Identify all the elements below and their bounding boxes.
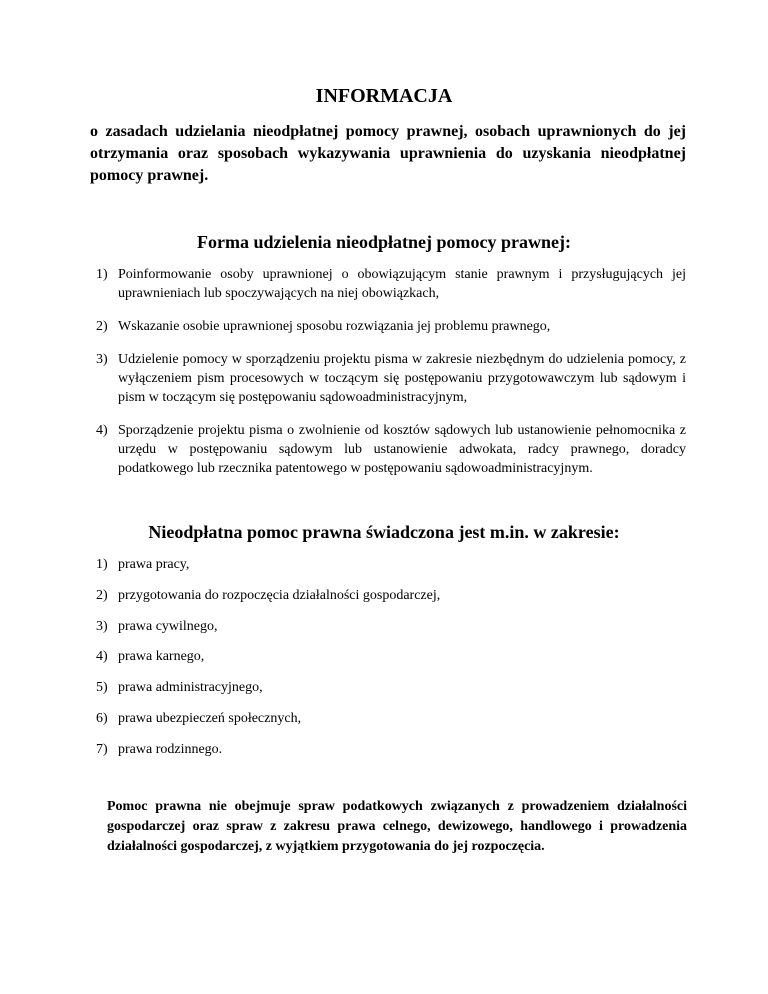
list-text: Poinformowanie osoby uprawnionej o obowiązującym stanie prawnym i przysługujących jej uprawnieniach lub spoczywających na niej obowiązkach, bbox=[118, 267, 686, 301]
list-number: 4) bbox=[96, 423, 108, 438]
list-item bbox=[96, 317, 686, 336]
list-number: 4) bbox=[96, 649, 108, 665]
document-intro: o zasadach udzielania nieodpłatnej pomocy prawnej, osobach uprawnionych do jej otrzymania oraz sposobach wykazywania uprawnienia do uzyskania nieodpłatnej pomocy prawnej. bbox=[90, 123, 686, 184]
list-number: 6) bbox=[96, 710, 108, 726]
list-text: prawa pracy, bbox=[118, 557, 190, 572]
list-text: prawa cywilnego, bbox=[118, 618, 218, 634]
list-number: 5) bbox=[96, 680, 108, 696]
list-text: prawa ubezpieczeń społecznych, bbox=[118, 710, 302, 726]
list-text: przygotowania do rozpoczęcia działalności gospodarczej, bbox=[118, 587, 441, 603]
list-item bbox=[96, 618, 686, 637]
list-item bbox=[96, 350, 686, 407]
list-item bbox=[96, 679, 686, 698]
list-item bbox=[96, 741, 686, 760]
list-text: Udzielenie pomocy w sporządzeniu projektu pisma w zakresie niezbędnym do udzielenia pomocy, z wyłączeniem pism procesowych w toczącym się postępowaniu przygotowawczym lub sądowym i pism w toczącym się postępowaniu sądowoadministracyjnym, bbox=[118, 352, 686, 405]
list-item bbox=[96, 421, 686, 478]
list-item bbox=[96, 710, 686, 729]
exclusion-note: Pomoc prawna nie obejmuje spraw podatkowych związanych z prowadzeniem działalności gospodarczej oraz spraw z zakresu prawa celnego, dewizowego, handlowego i prowadzenia działalności gospodarczej, z wyjątkiem przygotowania do jej rozpoczęcia. bbox=[107, 799, 687, 854]
list-number: 7) bbox=[96, 741, 108, 757]
list-text: prawa karnego, bbox=[118, 649, 205, 665]
list-number: 1) bbox=[96, 267, 108, 282]
list-text: Sporządzenie projektu pisma o zwolnienie od kosztów sądowych lub ustanowienie pełnomocnika z urzędu w postępowaniu sądowym lub ustanowienie adwokata, radcy prawnego, doradcy podatkowego lub rzecznika patentowego w postępowaniu sądowoadministracyjnym. bbox=[118, 423, 686, 476]
list-item bbox=[96, 587, 686, 606]
scope-section-heading: Nieodpłatna pomoc prawna świadczona jest m.in. w zakresie: bbox=[148, 522, 620, 542]
list-number: 3) bbox=[96, 618, 108, 634]
form-list bbox=[96, 265, 686, 492]
form-section-heading: Forma udzielenia nieodpłatnej pomocy prawnej: bbox=[197, 232, 571, 252]
list-item bbox=[96, 556, 686, 575]
document-title: INFORMACJA bbox=[315, 85, 453, 107]
list-text: Wskazanie osobie uprawnionej sposobu rozwiązania jej problemu prawnego, bbox=[118, 319, 551, 334]
list-item bbox=[96, 648, 686, 667]
list-number: 2) bbox=[96, 319, 108, 334]
list-number: 2) bbox=[96, 587, 108, 603]
list-number: 1) bbox=[96, 557, 108, 572]
scope-list bbox=[96, 556, 686, 772]
list-text: prawa rodzinnego. bbox=[118, 741, 223, 757]
list-item bbox=[96, 265, 686, 303]
list-text: prawa administracyjnego, bbox=[118, 680, 263, 696]
list-number: 3) bbox=[96, 352, 108, 367]
